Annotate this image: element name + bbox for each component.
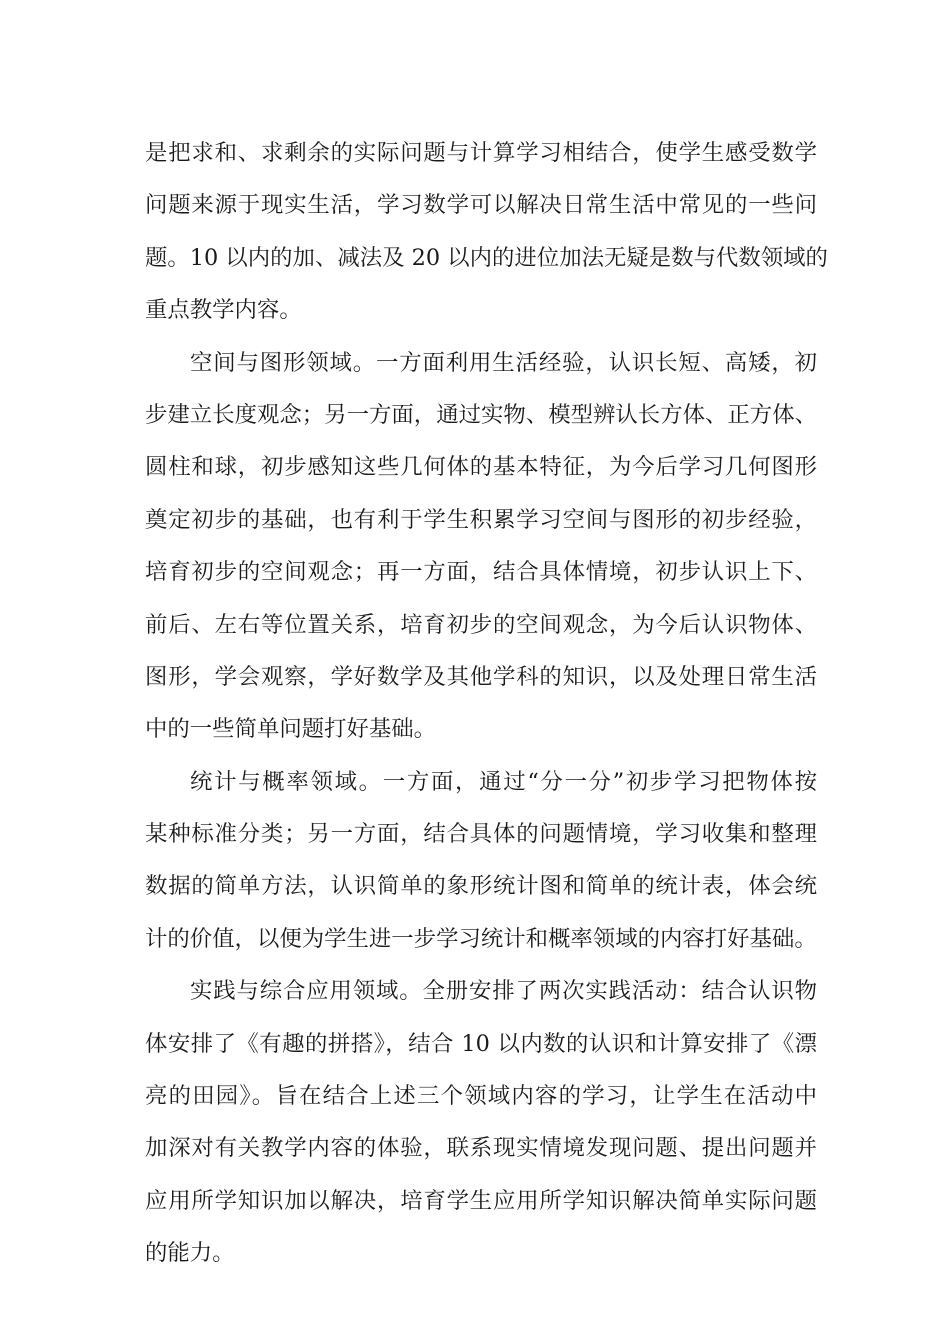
text-line: 圆柱和球，初步感知这些几何体的基本特征，为今后学习几何图形 (145, 454, 817, 481)
text-line: 统计与概率领域。一方面，通过“分一分”初步学习把物体按 (190, 768, 817, 795)
text-line: 数据的简单方法，认识简单的象形统计图和简单的统计表，体会统 (145, 873, 817, 900)
text-line: 应用所学知识加以解决，培育学生应用所学知识解决简单实际问题 (145, 1187, 817, 1214)
text-line: 亮的田园》。旨在结合上述三个领域内容的学习，让学生在活动中 (145, 1083, 817, 1110)
text-line: 计的价值，以便为学生进一步学习统计和概率领域的内容打好基础。 (145, 925, 817, 952)
text-line: 体安排了《有趣的拼搭》，结合 10 以内数的认识和计算安排了《漂 (145, 1030, 817, 1057)
text-line: 培育初步的空间观念；再一方面，结合具体情境，初步认识上下、 (145, 559, 817, 586)
text-line: 的能力。 (145, 1240, 235, 1267)
text-line: 前后、左右等位置关系，培育初步的空间观念，为今后认识物体、 (145, 611, 817, 638)
text-line: 题。10 以内的加、减法及 20 以内的进位加法无疑是数与代数领域的 (145, 244, 828, 271)
text-line: 中的一些简单问题打好基础。 (145, 716, 437, 743)
paragraph (145, 337, 817, 756)
text-line: 实践与综合应用领域。全册安排了两次实践活动：结合认识物 (190, 978, 817, 1005)
text-line: 重点教学内容。 (145, 297, 302, 324)
text-line: 加深对有关教学内容的体验，联系现实情境发现问题、提出问题并 (145, 1135, 817, 1162)
text-line: 空间与图形领域。一方面利用生活经验，认识长短、高矮，初 (190, 349, 817, 376)
paragraph (145, 127, 828, 337)
paragraph (145, 965, 817, 1279)
text-line: 奠定初步的基础，也有利于学生积累学习空间与图形的初步经验， (145, 506, 817, 533)
text-line: 步建立长度观念；另一方面，通过实物、模型辨认长方体、正方体、 (145, 401, 817, 428)
text-line: 图形，学会观察，学好数学及其他学科的知识，以及处理日常生活 (145, 663, 817, 690)
text-line: 问题来源于现实生活，学习数学可以解决日常生活中常见的一些问 (145, 192, 817, 219)
body-text (145, 127, 828, 1280)
text-line: 是把求和、求剩余的实际问题与计算学习相结合，使学生感受数学 (145, 140, 817, 166)
text-line: 某种标准分类；另一方面，结合具体的问题情境，学习收集和整理 (145, 821, 817, 848)
paragraph (145, 756, 817, 966)
